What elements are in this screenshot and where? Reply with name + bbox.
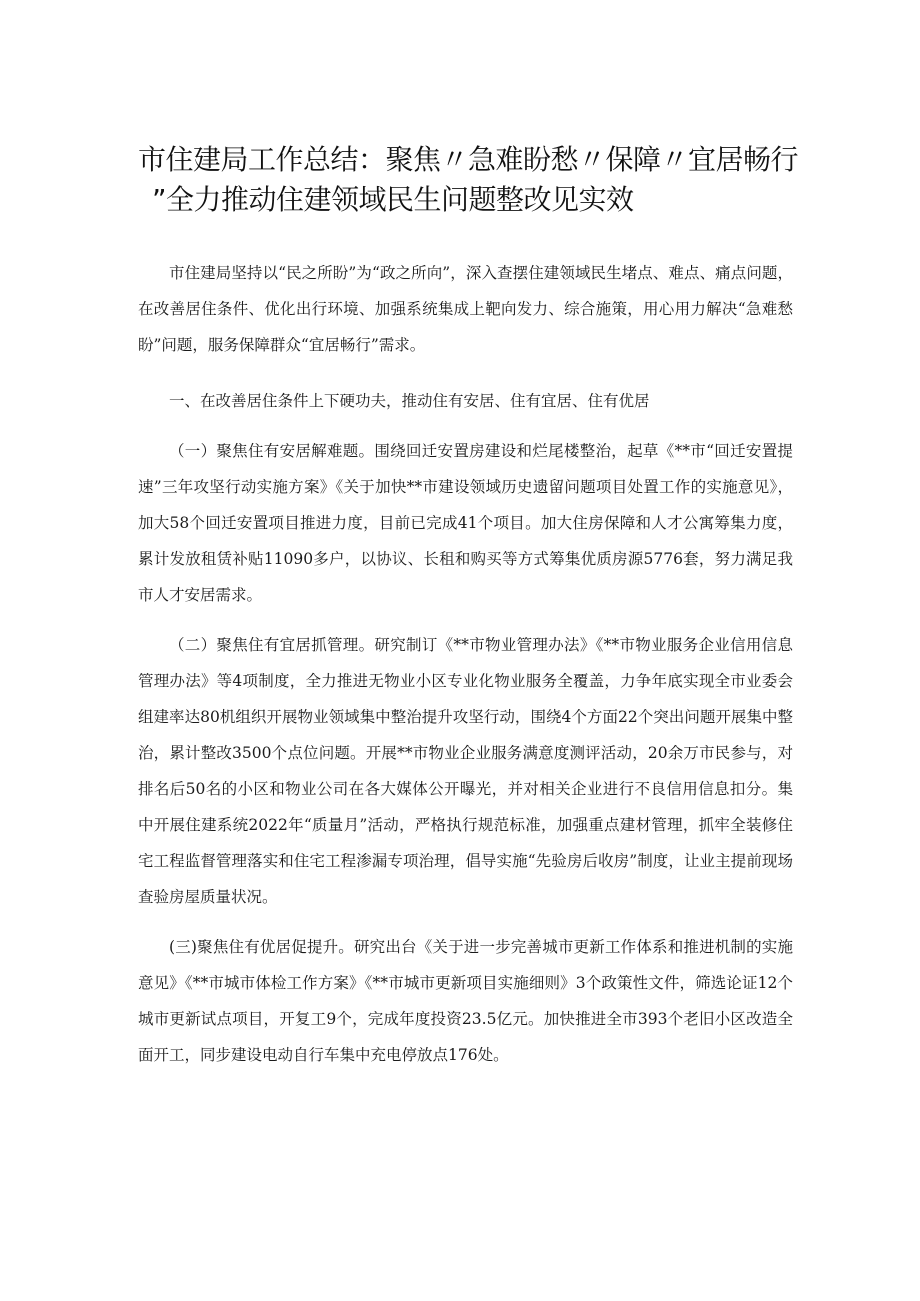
section-heading-1: 一、在改善居住条件上下硬功夫，推动住有安居、住有宜居、住有优居 — [169, 392, 650, 410]
document-body — [138, 255, 793, 1073]
paragraph-section-1-2: （二）聚焦住有宜居抓管理。研究制订《**市物业管理办法》《**市物业服务企业信用信息管理办法》等4项制度，全力推进无物业小区专业化物业服务全覆盖，力争年底实现全市业委会组建率达80机组织开展物业领域集中整治提升攻坚行动，围绕4个方面22个突出问题开展集中整治，累计整改3500个点位问题。开展**市物业企业服务满意度测评活动，20余万市民参与，对排名后50名的小区和物业公司在各大媒体公开曝光，并对相关企业进行不良信用信息扣分。集中开展住建系统2022年“质量月”活动，严格执行规范标准，加强重点建材管理，抓牢全装修住宅工程监督管理落实和住宅工程渗漏专项治理，倡导实施“先验房后收房”制度，让业主提前现场查验房屋质量状况。 — [138, 636, 793, 906]
document-title — [138, 140, 798, 220]
intro-paragraph: 市住建局坚持以“民之所盼”为“政之所向”，深入查摆住建领域民生堵点、难点、痛点问题，在改善居住条件、优化出行环境、加强系统集成上靶向发力、综合施策，用心用力解决“急难愁盼”问题，服务保障群众“宜居畅行”需求。 — [138, 264, 793, 354]
paragraph-section-1-3: (三)聚焦住有优居促提升。研究出台《关于进一步完善城市更新工作体系和推进机制的实施意见》《**市城市体检工作方案》《**市城市更新项目实施细则》3个政策性文件，筛选论证12个城市更新试点项目，开复工9个，完成年度投资23.5亿元。加快推进全市393个老旧小区改造全面开工，同步建设电动自行车集中充电停放点176处。 — [138, 938, 793, 1064]
title-line-1: 市住建局工作总结：聚焦〃急难盼愁〃保障〃宜居畅行 — [138, 143, 799, 176]
title-line-2: ”全力推动住建领域民生问题整改见实效 — [152, 183, 634, 216]
paragraph-section-1-1: （一）聚焦住有安居解难题。围绕回迁安置房建设和烂尾楼整治，起草《**市“回迁安置提速”三年攻坚行动实施方案》《关于加快**市建设领域历史遗留问题项目处置工作的实施意见》，加大58个回迁安置项目推进力度，目前已完成41个项目。加大住房保障和人才公寓筹集力度，累计发放租赁补贴11090多户，以协议、长租和购买等方式筹集优质房源5776套，努力满足我市人才安居需求。 — [138, 442, 793, 604]
